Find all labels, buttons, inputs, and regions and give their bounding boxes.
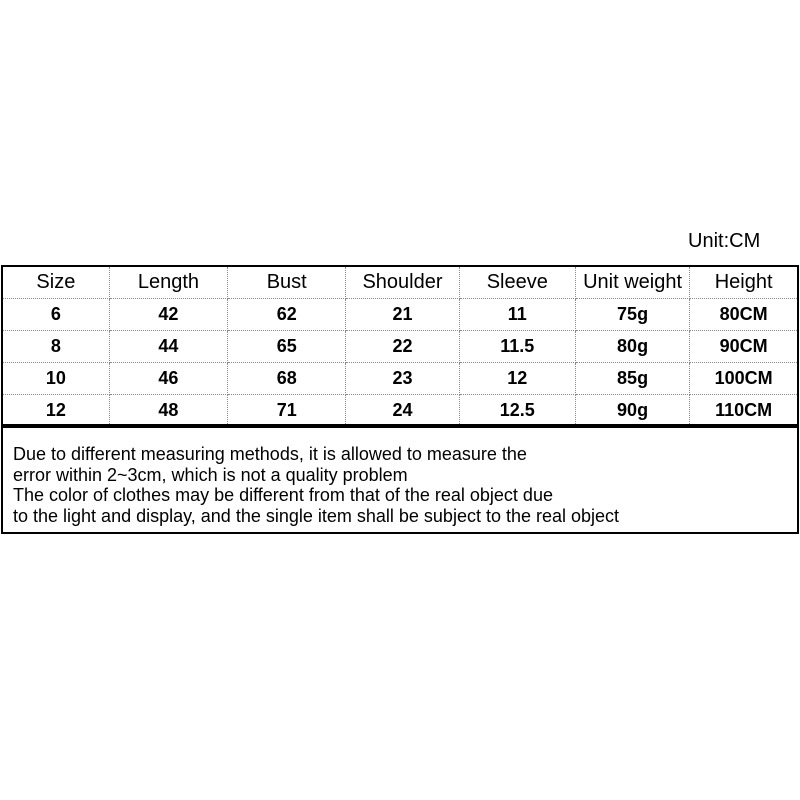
table-row — [2, 299, 798, 331]
header-bust: Bust — [228, 266, 346, 299]
cell-bust: 68 — [228, 363, 346, 395]
note-line: error within 2~3cm, which is not a quality problem — [13, 464, 408, 485]
cell-height: 90CM — [690, 331, 798, 363]
note-line: Due to different measuring methods, it is allowed to measure the — [13, 444, 527, 464]
cell-bust: 65 — [228, 331, 346, 363]
table-row — [2, 395, 798, 428]
unit-label: Unit:CM — [688, 230, 761, 252]
cell-unit-weight: 85g — [575, 363, 689, 395]
header-size: Size — [2, 266, 109, 299]
cell-shoulder: 24 — [346, 395, 459, 428]
cell-length: 44 — [109, 331, 227, 363]
table-row — [2, 331, 798, 363]
cell-length: 46 — [109, 363, 227, 395]
cell-unit-weight: 75g — [575, 299, 689, 331]
cell-size: 12 — [2, 395, 109, 428]
cell-length: 42 — [109, 299, 227, 331]
cell-shoulder: 21 — [346, 299, 459, 331]
cell-size: 8 — [2, 331, 109, 363]
table-row — [2, 363, 798, 395]
cell-bust: 71 — [228, 395, 346, 428]
cell-unit-weight: 80g — [575, 331, 689, 363]
table-header-row — [2, 266, 798, 299]
cell-height: 100CM — [690, 363, 798, 395]
cell-height: 110CM — [715, 400, 773, 420]
cell-sleeve: 11.5 — [459, 331, 575, 363]
note-line: The color of clothes may be different from that of the real object due — [13, 485, 553, 505]
cell-size: 6 — [2, 299, 109, 331]
cell-length: 48 — [109, 395, 227, 428]
cell-sleeve: 12.5 — [459, 395, 575, 428]
note-line: to the light and display, and the single item shall be subject to the real object — [13, 505, 620, 526]
header-shoulder: Shoulder — [346, 266, 459, 299]
notes-box — [1, 424, 799, 534]
cell-bust: 62 — [228, 299, 346, 331]
header-sleeve: Sleeve — [459, 266, 575, 299]
cell-size: 10 — [2, 363, 109, 395]
header-unit-weight: Unit weight — [575, 266, 689, 299]
cell-unit-weight: 90g — [575, 395, 689, 428]
cell-shoulder: 23 — [346, 363, 459, 395]
cell-height: 80CM — [690, 299, 798, 331]
cell-shoulder: 22 — [346, 331, 459, 363]
header-height: Height — [690, 266, 798, 299]
header-length: Length — [109, 266, 227, 299]
cell-sleeve: 11 — [459, 299, 575, 331]
size-chart-table — [1, 265, 799, 428]
cell-sleeve: 12 — [459, 363, 575, 395]
